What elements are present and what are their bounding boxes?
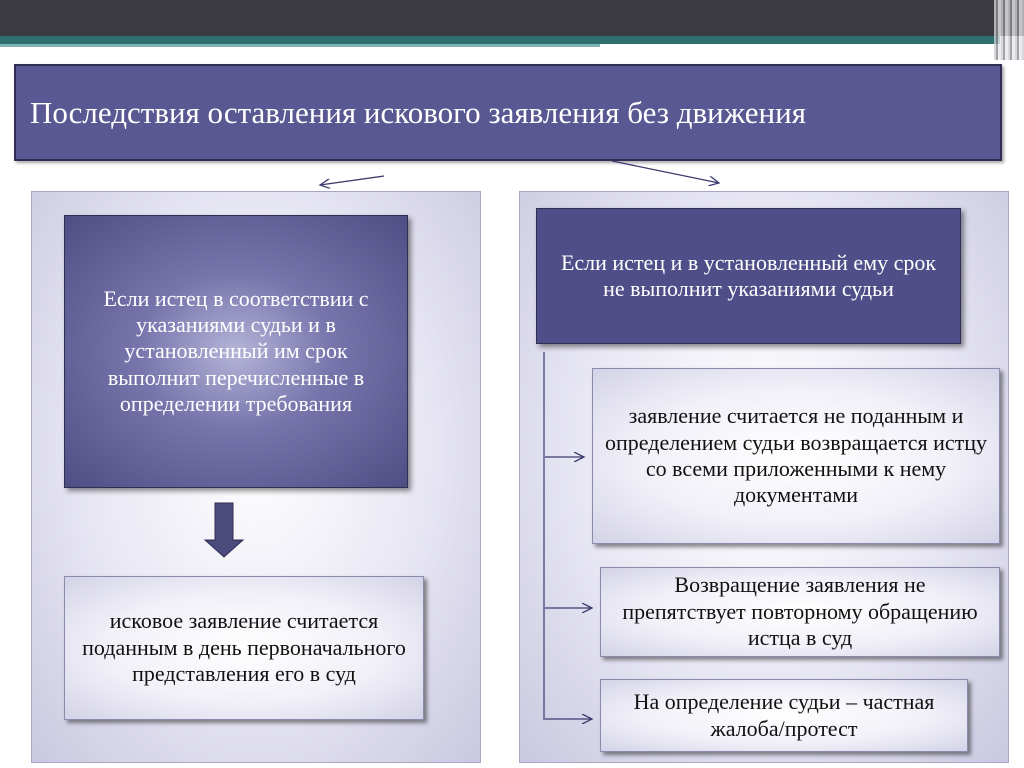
left-result-text: исковое заявление считается поданным в день первоначального представления его в суд xyxy=(82,608,406,687)
right-result-text-3: На определение судьи – частная жалоба/протест xyxy=(633,689,935,741)
right-result-box-3 xyxy=(600,679,968,752)
right-result-box-1 xyxy=(592,368,1000,544)
left-condition-text: Если истец в соответствии с указаниями судьи и в установленный им срок выполнит перечисленные в определении требования xyxy=(103,285,369,417)
diagram-title xyxy=(14,64,1002,161)
corner-decor-lines xyxy=(994,0,1024,60)
right-result-box-2 xyxy=(600,567,1000,657)
teal-decor-line xyxy=(0,44,600,47)
top-decor-band xyxy=(0,0,1024,36)
right-condition-box xyxy=(536,208,961,344)
right-condition-text: Если истец и в установленный ему срок не выполнит указаниями судьи xyxy=(560,249,937,301)
left-condition-box xyxy=(64,215,408,488)
right-result-text-2: Возвращение заявления не препятствует повторному обращению истца в суд xyxy=(622,572,978,651)
right-result-text-1: заявление считается не поданным и определением судьи возвращается истцу со всеми приложенными к нему документами xyxy=(605,403,988,508)
left-result-box xyxy=(64,576,424,720)
teal-decor-band xyxy=(0,36,1000,44)
title-to-left-arrow xyxy=(320,176,384,185)
title-to-right-arrow xyxy=(612,161,719,183)
diagram-title-text: Последствия оставления искового заявления без движения xyxy=(30,94,806,130)
